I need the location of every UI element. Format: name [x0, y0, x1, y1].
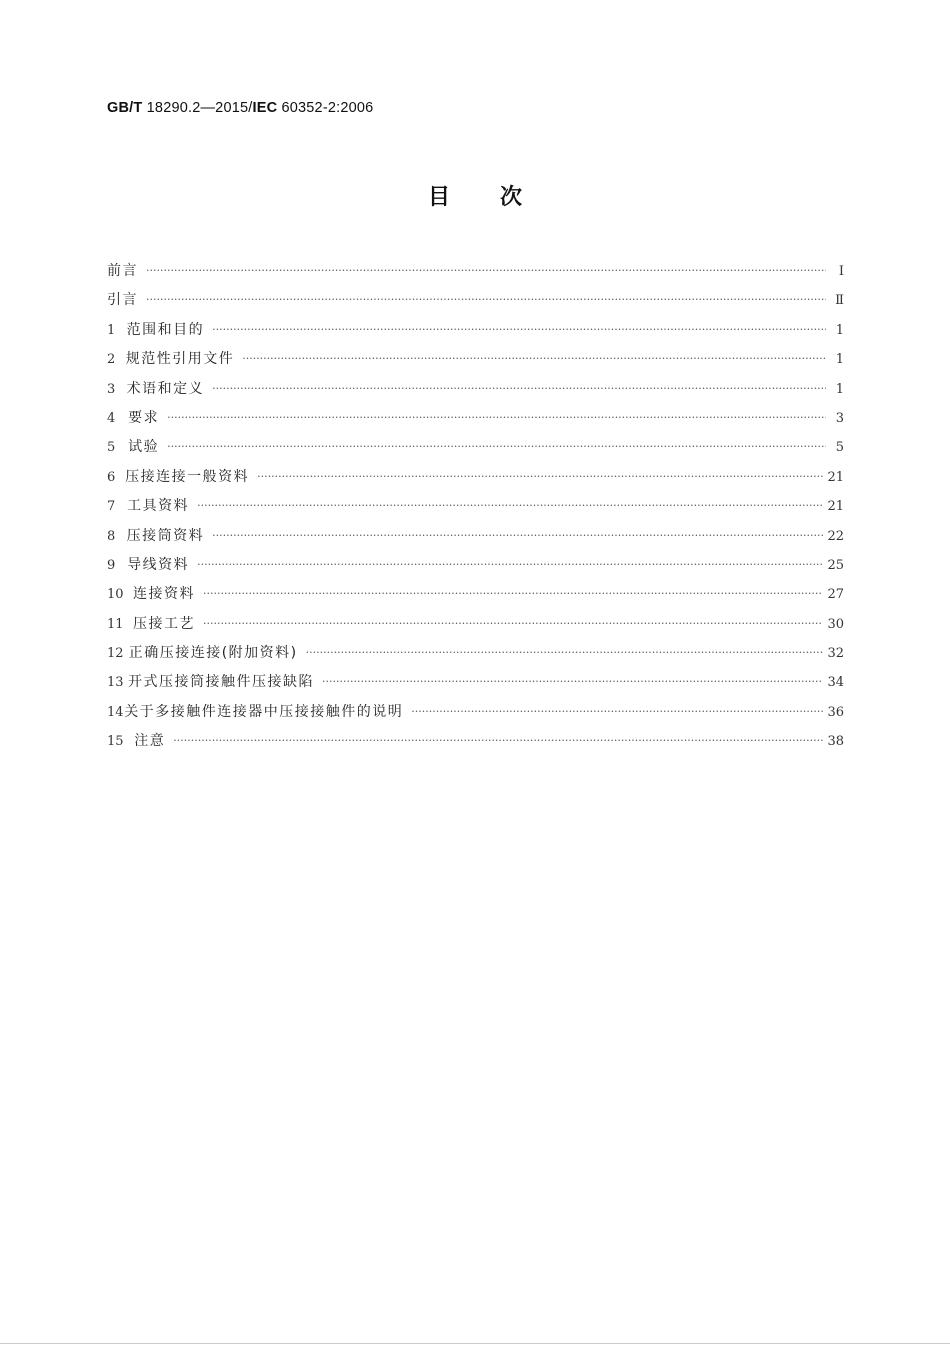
toc-entry[interactable] — [107, 288, 844, 317]
toc-dot-leader — [146, 259, 826, 283]
toc-entry-page-number: 25 — [827, 557, 844, 573]
toc-entry-label: 正确压接连接(附加资料) — [128, 645, 298, 662]
toc-entry[interactable] — [107, 406, 844, 435]
toc-entry-number: 4 — [107, 410, 116, 426]
toc-entry-label: 压接筒资料 — [126, 527, 205, 544]
toc-entry-label: 压接连接一般资料 — [125, 468, 250, 485]
toc-dot-leader — [167, 406, 826, 430]
toc-entry-page-number: Ⅱ — [835, 293, 844, 309]
toc-dot-leader — [411, 700, 823, 724]
toc-dot-leader — [197, 553, 823, 577]
toc-entry-page-number: 30 — [827, 616, 844, 632]
toc-entry-number: 5 — [107, 440, 116, 456]
toc-entry-label: 关于多接触件连接器中压接接触件的说明 — [124, 703, 404, 720]
toc-entry-page-number: Ⅰ — [838, 264, 844, 279]
toc-entry-page-number: 3 — [835, 410, 844, 426]
toc-dot-leader — [212, 318, 826, 342]
toc-dot-leader — [167, 435, 826, 459]
toc-entry-label: 开式压接筒接触件压接缺陷 — [128, 674, 315, 691]
toc-entry-label: 前言 — [107, 263, 138, 279]
toc-entry-label: 规范性引用文件 — [125, 351, 235, 368]
standard-number: 18290.2—2015/ — [146, 100, 253, 116]
toc-dot-leader — [257, 465, 823, 489]
toc-entry-label: 试验 — [128, 439, 160, 456]
toc-entry[interactable] — [107, 494, 844, 523]
toc-entry-page-number: 38 — [827, 734, 844, 750]
toc-entry-page-number: 32 — [827, 646, 844, 662]
toc-entry-page-number: 36 — [827, 704, 844, 720]
toc-dot-leader — [203, 582, 823, 606]
toc-dot-leader — [146, 288, 826, 312]
toc-entry[interactable] — [107, 465, 844, 494]
toc-dot-leader — [212, 377, 826, 401]
toc-entry-label: 术语和定义 — [126, 380, 205, 397]
toc-entry-label: 压接工艺 — [133, 615, 195, 632]
page-title: 目次 — [427, 185, 572, 210]
toc-entry-page-number: 1 — [835, 381, 844, 397]
toc-entry-number: 14 — [107, 704, 124, 720]
toc-entry[interactable] — [107, 553, 844, 582]
toc-entry-page-number: 5 — [835, 440, 844, 456]
toc-entry-number: 12 — [107, 646, 124, 662]
toc-entry-label: 引言 — [107, 292, 138, 309]
toc-entry-page-number: 27 — [827, 587, 844, 603]
table-of-contents — [107, 259, 844, 759]
iec-prefix: IEC — [252, 100, 278, 116]
toc-entry-label: 连接资料 — [133, 586, 195, 603]
standard-header — [107, 100, 373, 116]
toc-entry-number: 11 — [107, 616, 124, 632]
toc-entry[interactable] — [107, 377, 844, 406]
iec-number: 60352-2:2006 — [281, 100, 374, 116]
toc-entry-page-number: 22 — [827, 528, 844, 544]
toc-entry-number: 1 — [107, 322, 116, 338]
toc-dot-leader — [203, 612, 823, 636]
toc-entry-number: 9 — [107, 557, 116, 573]
toc-entry-number: 7 — [107, 499, 116, 515]
toc-dot-leader — [197, 494, 823, 518]
toc-entry-page-number: 21 — [827, 499, 844, 515]
toc-dot-leader — [242, 347, 826, 371]
toc-entry[interactable] — [107, 641, 844, 670]
toc-entry-label: 注意 — [134, 733, 166, 750]
toc-dot-leader — [322, 670, 823, 694]
toc-entry-label: 要求 — [128, 409, 160, 426]
toc-entry-number: 6 — [107, 469, 116, 485]
toc-entry[interactable] — [107, 259, 844, 288]
toc-entry-page-number: 34 — [827, 675, 844, 691]
toc-dot-leader — [306, 641, 824, 665]
toc-entry[interactable] — [107, 582, 844, 611]
toc-entry-number: 15 — [107, 734, 124, 750]
toc-entry-number: 8 — [107, 528, 116, 544]
toc-entry[interactable] — [107, 700, 844, 729]
toc-entry[interactable] — [107, 524, 844, 553]
toc-entry-number: 13 — [107, 675, 124, 691]
toc-entry-page-number: 1 — [835, 322, 844, 338]
toc-entry-number: 3 — [107, 381, 116, 397]
standard-prefix: GB/T — [107, 100, 143, 116]
toc-entry[interactable] — [107, 612, 844, 641]
toc-entry[interactable] — [107, 435, 844, 464]
toc-entry-page-number: 21 — [827, 469, 844, 485]
toc-dot-leader — [173, 729, 823, 753]
toc-entry-number: 2 — [107, 352, 116, 368]
toc-entry-label: 范围和目的 — [126, 321, 205, 338]
page-bottom-divider — [0, 1343, 950, 1344]
toc-entry-number: 10 — [107, 587, 124, 603]
toc-dot-leader — [212, 524, 823, 548]
toc-entry[interactable] — [107, 318, 844, 347]
toc-entry[interactable] — [107, 729, 844, 758]
toc-entry[interactable] — [107, 670, 844, 699]
toc-entry-label: 工具资料 — [127, 498, 190, 515]
toc-entry-label: 导线资料 — [127, 556, 190, 573]
toc-entry-page-number: 1 — [835, 352, 844, 368]
toc-entry[interactable] — [107, 347, 844, 376]
